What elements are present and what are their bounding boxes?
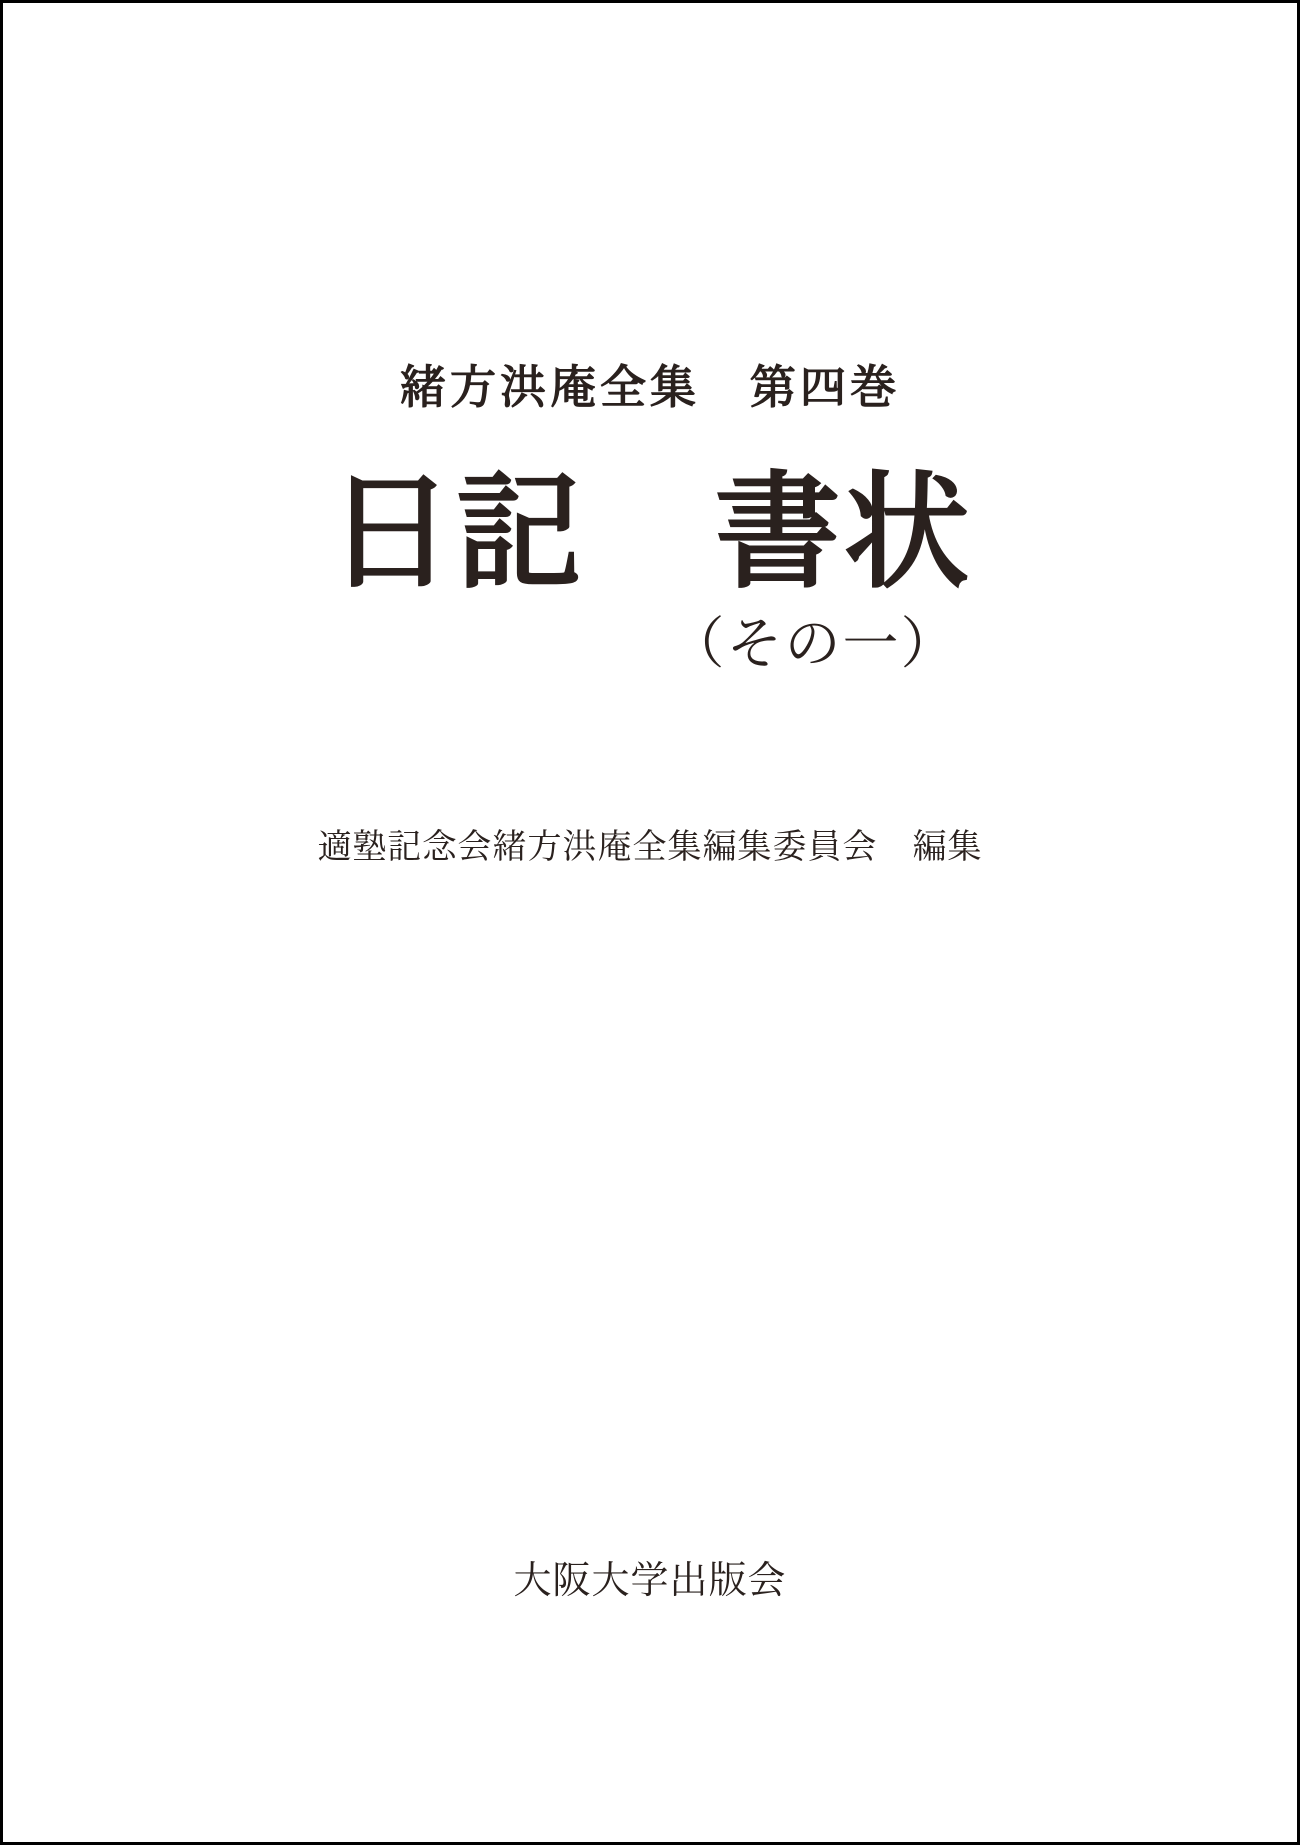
series-title: 緒方洪庵全集 第四巻 xyxy=(400,362,900,413)
title-block xyxy=(3,465,1297,677)
main-title: 日記 書状 xyxy=(327,465,973,604)
editor-credit: 適塾記念会緒方洪庵全集編集委員会 編集 xyxy=(317,828,983,866)
main-subtitle: （その一） xyxy=(668,614,959,677)
publisher-name: 大阪大学出版会 xyxy=(513,1560,787,1602)
